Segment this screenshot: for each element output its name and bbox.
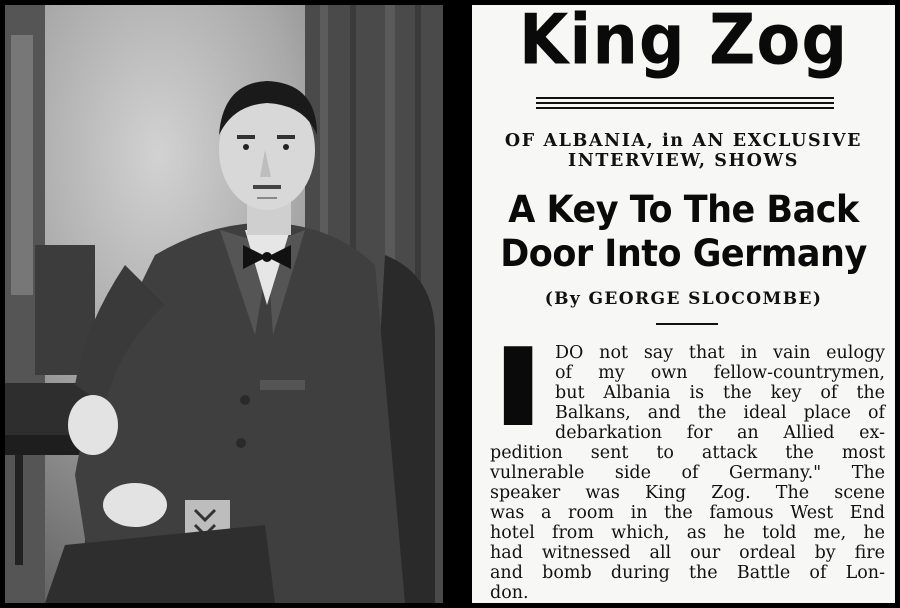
- body-line: had witnessed all our ordeal by fire: [490, 543, 885, 563]
- body-line: Balkans, and the ideal place of: [555, 403, 885, 423]
- body-line: but Albania is the key of the: [555, 383, 885, 403]
- headline-rule-1: [536, 97, 834, 99]
- body-line: speaker was King Zog. The scene: [490, 483, 885, 503]
- byline-rule: [656, 323, 718, 325]
- portrait-illustration: [5, 5, 443, 603]
- body-line: don.: [490, 583, 529, 603]
- title-line-1: A Key To The Back: [508, 188, 859, 232]
- body-line: DO not say that in vain eulogy: [555, 343, 885, 363]
- drop-cap: I: [490, 326, 547, 451]
- subheadline-line-1: OF ALBANIA, in AN EXCLUSIVE: [504, 131, 863, 151]
- body-line: and bomb during the Battle of Lon-: [490, 563, 885, 583]
- body-line: was a room in the famous West End: [490, 503, 885, 523]
- headline: King Zog: [518, 5, 849, 81]
- body-line: debarkation for an Allied ex-: [555, 423, 885, 443]
- title-line-2: Door Into Germany: [500, 232, 867, 276]
- headline-rule-3: [536, 107, 834, 109]
- byline: (By GEORGE SLOCOMBE): [544, 289, 823, 309]
- headline-rule-2: [536, 102, 834, 104]
- subheadline-line-2: INTERVIEW, SHOWS: [568, 151, 799, 171]
- body-line: pedition sent to attack the most: [490, 443, 885, 463]
- body-line: of my own fellow-countrymen,: [555, 363, 885, 383]
- portrait-photo: [5, 5, 443, 603]
- body-line: vulnerable side of Germany." The: [490, 463, 885, 483]
- newspaper-clipping: [472, 5, 895, 603]
- body-line: hotel from which, as he told me, he: [490, 523, 885, 543]
